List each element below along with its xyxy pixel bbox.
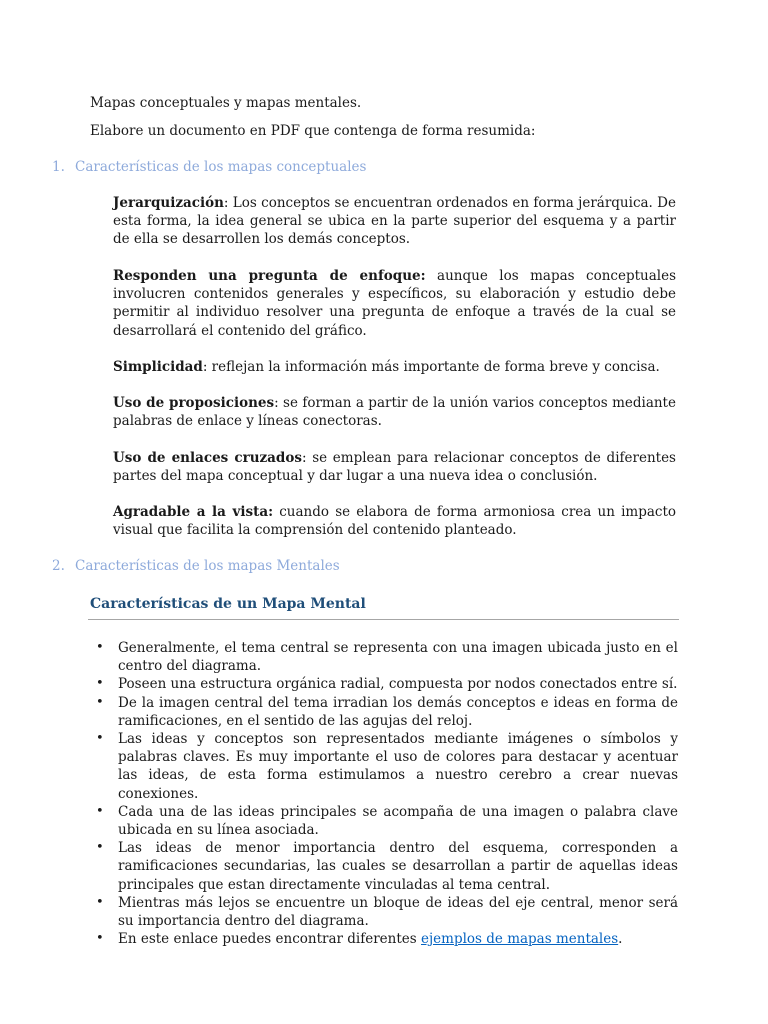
- list-item-text: Las ideas de menor importancia dentro del esquema, corresponden a ramificaciones secundarias, las cuales se desarrollan a partir de aquellas ideas principales que estan directamente vinculadas al tema central.: [118, 840, 678, 893]
- bullet-icon: •: [96, 840, 104, 856]
- feature-term: Uso de enlaces cruzados: [113, 450, 302, 466]
- list-item: [90, 839, 678, 894]
- intro-line-1: Mapas conceptuales y mapas mentales.: [90, 95, 362, 111]
- bullet-icon: •: [96, 894, 104, 910]
- feature-term: Simplicidad: [113, 359, 203, 375]
- section-title: Características de los mapas Mentales: [75, 558, 340, 574]
- bullet-icon: •: [96, 803, 104, 819]
- feature-text: : Los conceptos se encuentran ordenados en forma jerárquica. De esta forma, la idea general se ubica en la parte superior del esquema y a partir de ella se desarrollen los demás conceptos.: [113, 195, 676, 248]
- bullet-icon: •: [96, 640, 104, 655]
- feature-text: aunque los mapas conceptuales involucren contenidos generales y específicos, su elaboración y estudio debe permitir al individuo resolver una pregunta de enfoque a través de la cual se desarrollará el contenido del gráfico.: [113, 268, 676, 339]
- title-divider: [88, 619, 679, 620]
- list-item-text: Generalmente, el tema central se representa con una imagen ubicada justo en el centro del diagrama.: [118, 640, 678, 675]
- list-item-text: Poseen una estructura orgánica radial, compuesta por nodos conectados entre sí.: [118, 676, 678, 693]
- list-item-text: Las ideas y conceptos son representados mediante imágenes o símbolos y palabras claves. Es muy importante el uso de colores para destacar y acentuar las ideas, de esta forma estimulamos a nuestro cerebro a crear nuevas conexiones.: [118, 731, 678, 802]
- bullet-icon: •: [96, 676, 104, 692]
- list-item-link: [90, 930, 678, 948]
- section-heading-2: [52, 558, 340, 574]
- feature-term: Jerarquización: [113, 195, 224, 211]
- feature-pregunta-enfoque: [113, 267, 676, 340]
- list-item: [90, 803, 678, 839]
- bullet-icon: •: [96, 694, 104, 710]
- list-item-text: Mientras más lejos se encuentre un bloque de ideas del eje central, menor será su importancia dentro del diagrama.: [118, 894, 678, 930]
- mind-map-title: Características de un Mapa Mental: [90, 596, 366, 612]
- feature-simplicidad: [113, 358, 676, 376]
- section-heading-1: [52, 159, 366, 175]
- feature-agradable: [113, 503, 676, 539]
- feature-text: : reflejan la información más importante de forma breve y concisa.: [202, 359, 660, 375]
- intro-line-2: Elabore un documento en PDF que contenga de forma resumida:: [90, 123, 536, 139]
- list-item: [90, 894, 678, 930]
- section-number: 2.: [52, 558, 65, 574]
- list-item-text: En este enlace puedes encontrar diferentes: [118, 931, 421, 948]
- list-item-suffix: .: [618, 931, 623, 948]
- feature-term: Responden una pregunta de enfoque:: [113, 268, 426, 284]
- section-number: 1.: [52, 159, 65, 175]
- bullet-icon: •: [96, 931, 104, 947]
- feature-text: : se emplean para relacionar conceptos de diferentes partes del mapa conceptual y dar lugar a una nueva idea o conclusión.: [113, 450, 676, 485]
- list-item: [90, 675, 678, 693]
- section-title: Características de los mapas conceptuales: [75, 159, 367, 175]
- bullet-icon: •: [96, 731, 104, 747]
- list-item: [90, 639, 678, 675]
- feature-text: : se forman a partir de la unión varios conceptos mediante palabras de enlace y líneas conectoras.: [113, 395, 676, 430]
- feature-term: Agradable a la vista:: [113, 504, 274, 520]
- list-item-text: Cada una de las ideas principales se acompaña de una imagen o palabra clave ubicada en su línea asociada.: [118, 803, 678, 839]
- feature-text: cuando se elabora de forma armoniosa crea un impacto visual que facilita la comprensión del contenido planteado.: [113, 504, 676, 539]
- feature-enlaces-cruzados: [113, 449, 676, 485]
- list-item: [90, 730, 678, 803]
- list-item: [90, 694, 678, 730]
- feature-proposiciones: [113, 394, 676, 430]
- mind-map-examples-link[interactable]: ejemplos de mapas mentales: [421, 931, 619, 948]
- feature-term: Uso de proposiciones: [113, 395, 275, 411]
- mind-map-list: [90, 639, 678, 948]
- list-item-text: De la imagen central del tema irradian los demás conceptos e ideas en forma de ramificaciones, en el sentido de las agujas del reloj.: [118, 694, 678, 729]
- feature-jerarquizacion: [113, 194, 676, 249]
